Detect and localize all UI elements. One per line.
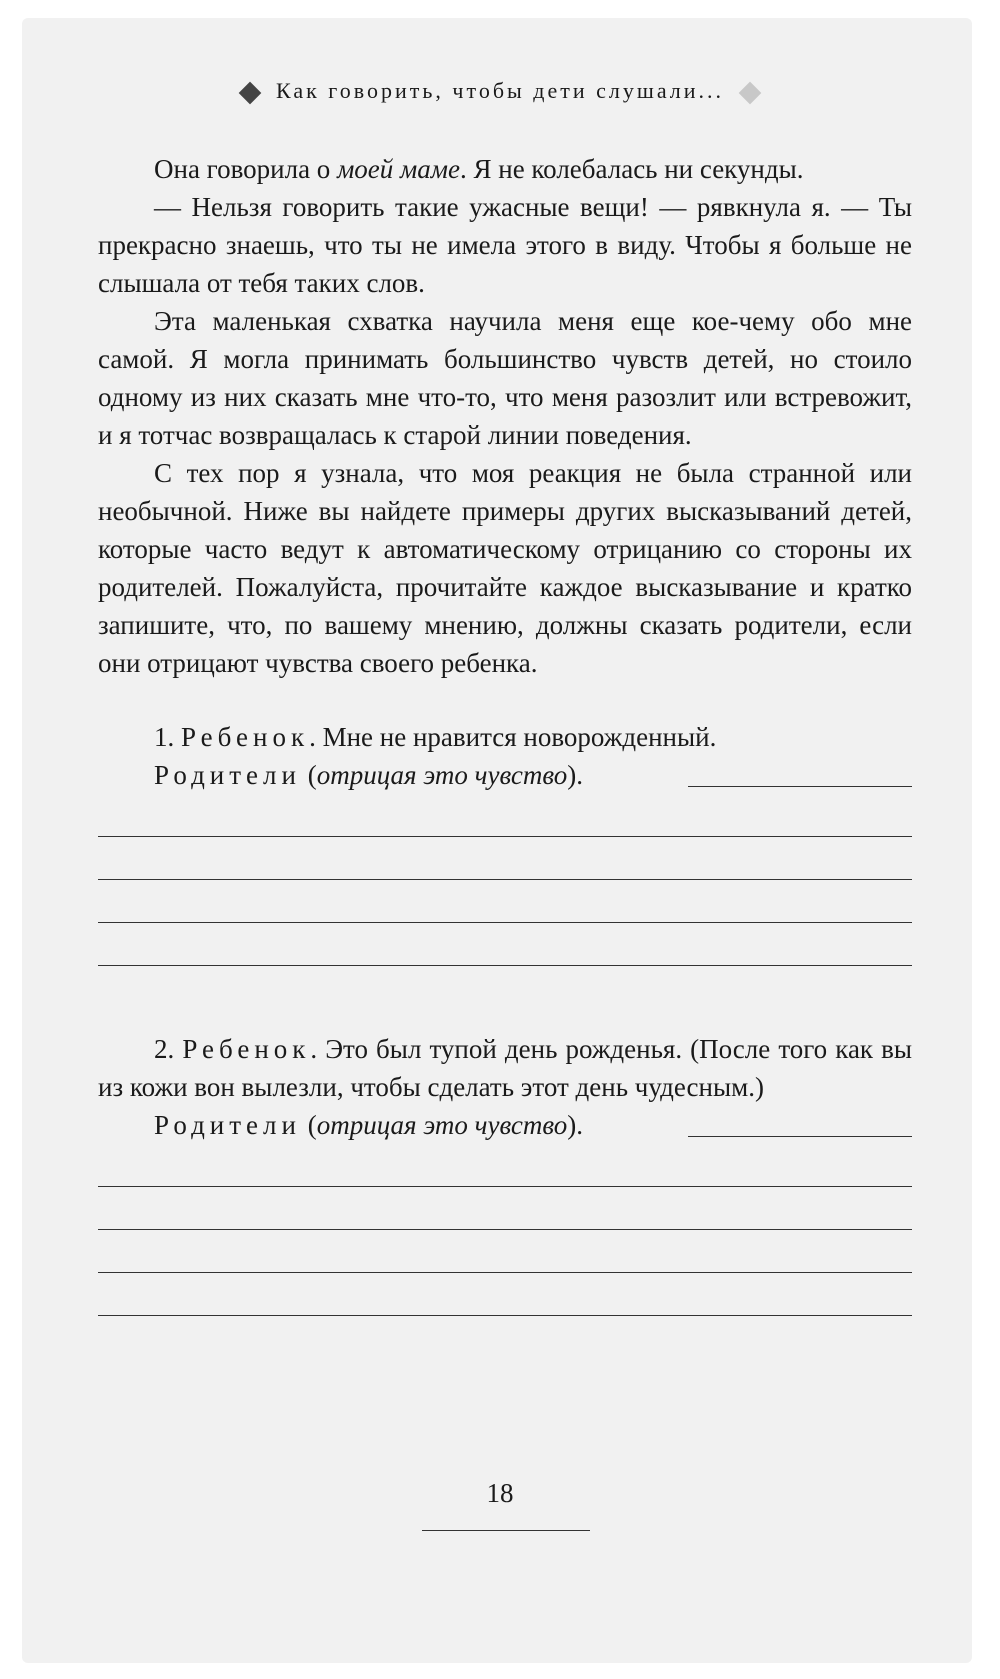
exercise-1-answer-blank[interactable]	[688, 756, 912, 787]
exercise-1	[98, 718, 912, 966]
exercise-2-parent-note: отрицая это чувство	[316, 1110, 568, 1140]
paragraph-2: — Нельзя говорить такие ужасные вещи! — рявкнула я. — Ты прекрасно знаешь, что ты не имела этого в виду. Чтобы я больше не слышала от тебя таких слов.	[98, 192, 912, 298]
exercise-1-open-paren: (	[300, 760, 317, 790]
page-body	[98, 150, 912, 1316]
page-number: 18	[486, 1478, 514, 1508]
exercise-2-answer-line[interactable]	[98, 1187, 912, 1230]
running-head	[0, 78, 1000, 104]
paragraph-3: Эта маленькая схватка научила меня еще кое-чему обо мне самой. Я могла принимать большинство чувств детей, но стоило одному из них сказать мне что-то, что меня разозлит или встревожит, и я тотчас возвращалась к старой линии поведения.	[98, 306, 912, 450]
exercise-1-speaker: Ребенок	[181, 722, 310, 752]
exercise-2-close-paren: ).	[567, 1110, 583, 1140]
exercise-1-parents	[98, 756, 912, 794]
exercise-2	[98, 1030, 912, 1316]
exercise-2-answer-line[interactable]	[98, 1273, 912, 1316]
exercise-1-close-paren: ).	[567, 760, 583, 790]
exercise-1-parent-label: Родители	[154, 760, 301, 790]
exercise-1-statement: . Мне не нравится новорожденный.	[309, 722, 717, 752]
exercise-2-prompt	[98, 1030, 912, 1106]
paragraph-4: С тех пор я узнала, что моя реакция не была странной или необычной. Ниже вы найдете примеры других высказываний детей, которые часто ведут к автоматическому отрицанию со стороны их родителей. Пожалуйста, прочитайте каждое высказывание и кратко запишите, что, по вашему мнению, должны сказать родители, если они отрицают чувства своего ребенка.	[98, 458, 912, 678]
exercise-1-prompt	[98, 718, 912, 756]
exercise-2-parent-label: Родители	[154, 1110, 301, 1140]
paragraph-1-emphasis: моей маме	[337, 154, 460, 184]
ornament-left-icon	[239, 82, 262, 105]
exercise-2-answer-line[interactable]	[98, 1230, 912, 1273]
page-number-rule	[422, 1530, 590, 1531]
exercise-1-number: 1.	[154, 722, 175, 752]
paragraph-1-text-a: Она говорила о	[154, 154, 338, 184]
exercise-1-answer-line[interactable]	[98, 923, 912, 966]
exercise-2-open-paren: (	[300, 1110, 317, 1140]
exercise-2-answer-line[interactable]	[98, 1144, 912, 1187]
exercise-2-number: 2.	[154, 1034, 175, 1064]
exercise-2-statement: . Это был тупой день рожденья. (После того как вы из кожи вон вылезли, чтобы сделать этот день чудесным.)	[98, 1034, 913, 1102]
exercise-1-answer-line[interactable]	[98, 880, 912, 923]
exercise-2-answer-blank[interactable]	[688, 1106, 912, 1137]
exercise-1-parent-note: отрицая это чувство	[316, 760, 568, 790]
ornament-right-icon	[739, 82, 762, 105]
running-head-text: Как говорить, чтобы дети слушали...	[275, 78, 725, 103]
paragraph-1	[98, 150, 912, 188]
exercise-1-answer-line[interactable]	[98, 794, 912, 837]
exercise-1-answer-line[interactable]	[98, 837, 912, 880]
exercise-2-parents	[98, 1106, 912, 1144]
exercise-2-speaker: Ребенок	[182, 1034, 311, 1064]
paragraph-1-text-b: . Я не колебалась ни секунды.	[459, 154, 804, 184]
